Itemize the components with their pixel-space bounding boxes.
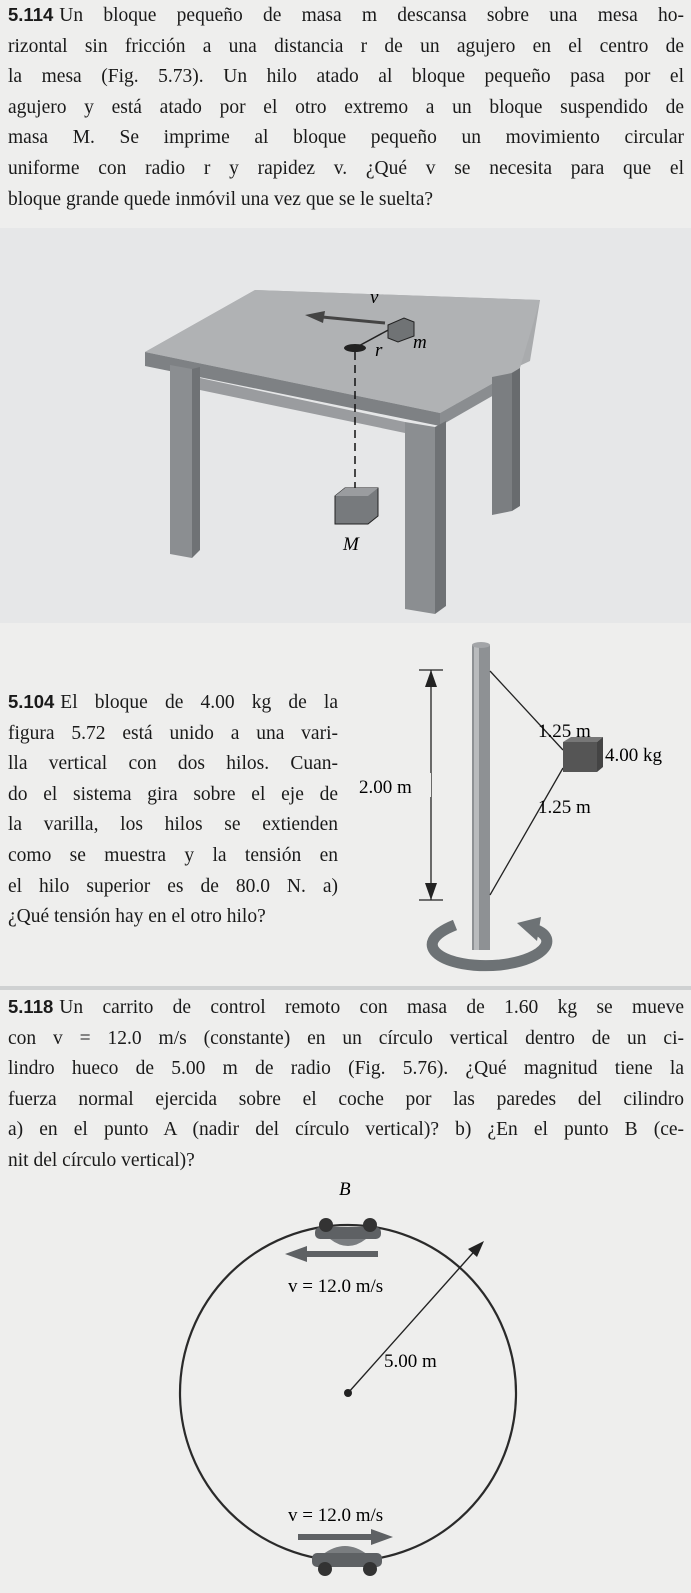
problem-line: lla vertical con dos hilos. Cuan- bbox=[8, 753, 338, 775]
bottom-speed-label: v = 12.0 m/s bbox=[288, 1505, 384, 1526]
problem-line: rizontal sin fricción a una distancia r de un agujero en el centro de bbox=[8, 35, 684, 57]
problem-line: masa M. Se imprime al bloque pequeño un movimiento circular bbox=[8, 127, 684, 149]
problem-line: ¿Qué tensión hay en el otro hilo? bbox=[8, 906, 266, 928]
block bbox=[563, 742, 597, 772]
table-leg bbox=[170, 365, 192, 558]
problem-line: lindro hueco de 5.00 m de radio (Fig. 5.76). ¿Qué magnitud tiene la bbox=[8, 1058, 684, 1080]
problem-line: nit del círculo vertical)? bbox=[8, 1149, 195, 1171]
upper-string-label: 1.25 m bbox=[538, 721, 591, 742]
problem-line: do el sistema gira sobre el eje de bbox=[8, 783, 338, 805]
problem-number: 5.118 bbox=[8, 996, 54, 1017]
problem-line: la varilla, los hilos se extienden bbox=[8, 814, 338, 836]
M-label: M bbox=[343, 534, 359, 555]
height-label: 2.00 m bbox=[359, 777, 412, 798]
problem-line: 5.118 Un carrito de control remoto con masa de 1.60 kg se mueve bbox=[8, 996, 684, 1018]
point-B-label: B bbox=[339, 1179, 351, 1200]
problem-line: 5.114 Un bloque pequeño de masa m descansa sobre una mesa ho- bbox=[8, 4, 684, 26]
problem-number: 5.104 bbox=[8, 691, 55, 712]
car-bottom-icon bbox=[312, 1546, 382, 1576]
mass-label: 4.00 kg bbox=[605, 745, 662, 766]
m-label: m bbox=[413, 332, 427, 353]
lower-string bbox=[490, 768, 563, 895]
problem-line: uniforme con radio r y rapidez v. ¿Qué v se necesita para que el bbox=[8, 157, 684, 179]
problem-line: con v = 12.0 m/s (constante) en un círculo vertical dentro de un ci- bbox=[8, 1027, 684, 1049]
problem-line: 5.104 El bloque de 4.00 kg de la bbox=[8, 691, 338, 713]
top-speed-label: v = 12.0 m/s bbox=[288, 1276, 384, 1297]
problem-5-114-text bbox=[8, 0, 684, 215]
problem-line: agujero y está atado por el otro extremo a un bloque suspendido de bbox=[8, 96, 684, 118]
table-leg bbox=[405, 422, 435, 614]
problem-line: bloque grande quede inmóvil una vez que se le suelta? bbox=[8, 188, 434, 210]
problem-line: el hilo superior es de 80.0 N. a) bbox=[8, 875, 338, 897]
v-label: v bbox=[370, 287, 379, 308]
section-divider bbox=[0, 986, 691, 990]
problem-line: a) en el punto A (nadir del círculo vertical)? b) ¿En el punto B (ce- bbox=[8, 1119, 684, 1141]
lower-string-label: 1.25 m bbox=[538, 797, 591, 818]
problem-5-104-text bbox=[8, 687, 338, 933]
car-top-icon bbox=[315, 1218, 381, 1246]
table-leg bbox=[492, 373, 512, 515]
table-figure bbox=[0, 228, 691, 623]
r-label: r bbox=[375, 340, 383, 361]
problem-number: 5.114 bbox=[8, 4, 54, 25]
problem-5-118-text bbox=[8, 992, 684, 1177]
rod-figure bbox=[345, 625, 691, 985]
problem-line: como se muestra y la tensión en bbox=[8, 844, 338, 866]
problem-line: figura 5.72 está unido a una vari- bbox=[8, 722, 338, 744]
problem-line: la mesa (Fig. 5.73). Un hilo atado al bloque pequeño pasa por el bbox=[8, 66, 684, 88]
radius-label: 5.00 m bbox=[384, 1351, 437, 1372]
problem-line: fuerza normal ejercida sobre el coche por las paredes del cilindro bbox=[8, 1088, 684, 1110]
cylinder-figure bbox=[0, 1175, 691, 1593]
